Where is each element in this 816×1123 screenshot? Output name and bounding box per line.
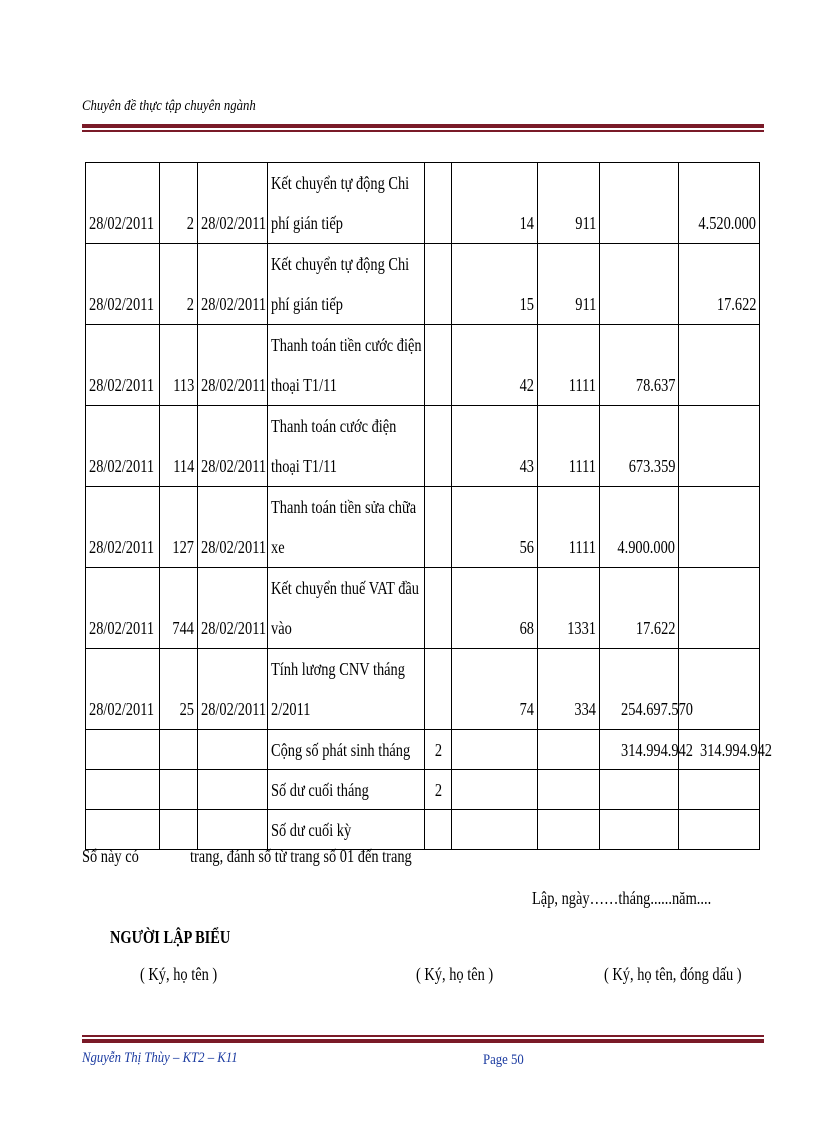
voucher-date-cell: 28/02/2011 — [198, 487, 268, 568]
totals-label: Cộng số phát sinh tháng — [268, 730, 425, 770]
account-cell: 1331 — [538, 568, 600, 649]
debit-cell: 78.637 — [600, 325, 679, 406]
debit-cell: 254.697.570 — [600, 649, 679, 730]
empty-cell — [160, 810, 198, 850]
page-cell — [425, 568, 452, 649]
credit-cell — [679, 325, 760, 406]
empty-cell — [679, 810, 760, 850]
page-cell — [425, 163, 452, 244]
credit-cell: 17.622 — [679, 244, 760, 325]
totals-row — [86, 730, 760, 770]
empty-cell — [538, 770, 600, 810]
account-cell: 911 — [538, 244, 600, 325]
debit-cell: 4.900.000 — [600, 487, 679, 568]
signature-director: ( Ký, họ tên, đóng dấu ) — [604, 964, 742, 984]
voucher-date-cell: 28/02/2011 — [198, 568, 268, 649]
line-number-cell: 15 — [452, 244, 538, 325]
totals-debit: 314.994.942 — [600, 730, 679, 770]
empty-cell — [679, 770, 760, 810]
empty-cell — [538, 810, 600, 850]
signature-preparer: ( Ký, họ tên ) — [140, 964, 218, 984]
empty-cell — [86, 810, 160, 850]
description-cell: Kết chuyển thuế VAT đầu vào — [268, 568, 425, 649]
page-cell — [425, 649, 452, 730]
voucher-number-cell: 114 — [160, 406, 198, 487]
page-cell — [425, 406, 452, 487]
voucher-date-cell: 28/02/2011 — [198, 163, 268, 244]
empty-cell — [198, 730, 268, 770]
voucher-number-cell: 127 — [160, 487, 198, 568]
entry-date-cell: 28/02/2011 — [86, 649, 160, 730]
voucher-date-cell: 28/02/2011 — [198, 244, 268, 325]
page-number: Page 50 — [483, 1052, 524, 1068]
totals-page: 2 — [425, 730, 452, 770]
closing-period-row — [86, 810, 760, 850]
entry-date-cell: 28/02/2011 — [86, 163, 160, 244]
empty-cell — [160, 770, 198, 810]
entry-date-cell: 28/02/2011 — [86, 487, 160, 568]
empty-cell — [600, 810, 679, 850]
empty-cell — [600, 770, 679, 810]
footer-rule — [82, 1039, 764, 1043]
line-number-cell: 43 — [452, 406, 538, 487]
totals-credit: 314.994.942 — [679, 730, 760, 770]
ledger-row — [86, 244, 760, 325]
header-rule — [82, 124, 764, 128]
debit-cell — [600, 163, 679, 244]
account-cell: 1111 — [538, 406, 600, 487]
empty-cell — [538, 730, 600, 770]
page-cell — [425, 487, 452, 568]
voucher-date-cell: 28/02/2011 — [198, 649, 268, 730]
pages-note-suffix: trang, đánh số từ trang số 01 đến trang — [190, 846, 412, 866]
credit-cell: 4.520.000 — [679, 163, 760, 244]
ledger-row — [86, 568, 760, 649]
debit-cell: 673.359 — [600, 406, 679, 487]
line-number-cell: 14 — [452, 163, 538, 244]
empty-cell — [198, 810, 268, 850]
line-number-cell: 56 — [452, 487, 538, 568]
description-cell: Kết chuyển tự động Chi phí gián tiếp — [268, 163, 425, 244]
header-title: Chuyên đề thực tập chuyên ngành — [82, 98, 256, 114]
credit-cell — [679, 487, 760, 568]
voucher-date-cell: 28/02/2011 — [198, 406, 268, 487]
debit-cell — [600, 244, 679, 325]
entry-date-cell: 28/02/2011 — [86, 568, 160, 649]
description-cell: Tính lương CNV tháng 2/2011 — [268, 649, 425, 730]
account-cell: 911 — [538, 163, 600, 244]
entry-date-cell: 28/02/2011 — [86, 325, 160, 406]
line-number-cell: 68 — [452, 568, 538, 649]
page-cell — [425, 244, 452, 325]
footer-rule-thin — [82, 1035, 764, 1037]
entry-date-cell: 28/02/2011 — [86, 244, 160, 325]
date-line: Lập, ngày……tháng......năm.... — [532, 888, 712, 908]
empty-cell — [86, 730, 160, 770]
credit-cell — [679, 568, 760, 649]
footer-author: Nguyễn Thị Thùy – KT2 – K11 — [82, 1050, 238, 1066]
account-cell: 1111 — [538, 487, 600, 568]
voucher-number-cell: 2 — [160, 244, 198, 325]
ledger-row — [86, 487, 760, 568]
entry-date-cell: 28/02/2011 — [86, 406, 160, 487]
account-cell: 1111 — [538, 325, 600, 406]
voucher-number-cell: 744 — [160, 568, 198, 649]
closing-month-page: 2 — [425, 770, 452, 810]
signature-accountant: ( Ký, họ tên ) — [416, 964, 494, 984]
line-number-cell: 42 — [452, 325, 538, 406]
description-cell: Thanh toán tiền cước điện thoại T1/11 — [268, 325, 425, 406]
description-cell: Kết chuyển tự động Chi phí gián tiếp — [268, 244, 425, 325]
debit-cell: 17.622 — [600, 568, 679, 649]
empty-cell — [160, 730, 198, 770]
voucher-date-cell: 28/02/2011 — [198, 325, 268, 406]
voucher-number-cell: 113 — [160, 325, 198, 406]
account-cell: 334 — [538, 649, 600, 730]
closing-month-row — [86, 770, 760, 810]
description-cell: Thanh toán tiền sửa chữa xe — [268, 487, 425, 568]
pages-note-prefix: Sổ này có — [82, 846, 139, 866]
credit-cell — [679, 406, 760, 487]
empty-cell — [86, 770, 160, 810]
ledger-row — [86, 406, 760, 487]
ledger-table — [85, 162, 772, 850]
empty-cell — [452, 730, 538, 770]
preparer-title: NGƯỜI LẬP BIỂU — [110, 927, 231, 947]
page-cell — [425, 325, 452, 406]
line-number-cell: 74 — [452, 649, 538, 730]
ledger-row — [86, 163, 760, 244]
closing-month-label: Số dư cuối tháng — [268, 770, 425, 810]
empty-cell — [425, 810, 452, 850]
empty-cell — [452, 770, 538, 810]
empty-cell — [452, 810, 538, 850]
ledger-row — [86, 649, 760, 730]
voucher-number-cell: 25 — [160, 649, 198, 730]
ledger-row — [86, 325, 760, 406]
voucher-number-cell: 2 — [160, 163, 198, 244]
description-cell: Thanh toán cước điện thoại T1/11 — [268, 406, 425, 487]
empty-cell — [198, 770, 268, 810]
header-rule-thin — [82, 130, 764, 132]
closing-period-label: Số dư cuối kỳ — [268, 810, 425, 850]
